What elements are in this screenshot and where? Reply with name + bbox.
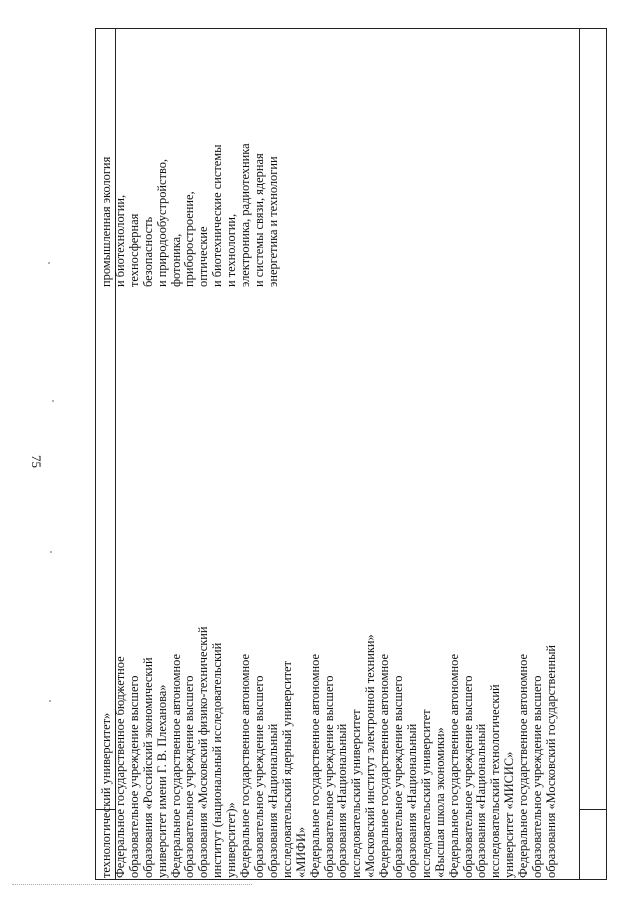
institution-text-line: институт (национальный исследовательский <box>210 642 225 878</box>
table-row-divider <box>579 809 607 810</box>
institution-text-line: Федеральное государственное автономное <box>168 654 183 878</box>
institutions-column <box>100 626 559 878</box>
institution-text-line: образовательное учреждение высшего <box>126 675 141 878</box>
institution-text-line: Федеральное государственное бюджетное <box>112 656 127 878</box>
specialty-text-line: энергетика и технологии <box>265 156 280 287</box>
institution-text-line: Федеральное государственное автономное <box>238 654 253 878</box>
specialty-text-line: и системы связи, ядерная <box>251 153 266 287</box>
institution-text-line: образовательное учреждение высшего <box>251 675 266 878</box>
institution-text-line: Федеральное государственное автономное <box>377 654 392 878</box>
institution-text-line: образования «Национальный <box>474 723 489 878</box>
institution-text-line: образования «Национальный <box>265 723 280 878</box>
institution-text-line: образования «Российский экономический <box>140 657 155 878</box>
specialty-text-line: и биотехнологии, <box>112 194 127 287</box>
institution-text-line: Федеральное государственное автономное <box>446 654 461 878</box>
institution-text-line: образования «Национальный <box>404 723 419 878</box>
institution-text-line: исследовательский университет <box>349 709 364 878</box>
institution-text-line: образовательное учреждение высшего <box>460 675 475 878</box>
scan-artifact <box>48 262 50 264</box>
scan-bottom-rule <box>12 884 252 885</box>
specialty-text-line: и природообустройство, <box>154 158 169 287</box>
institution-text-line: Федеральное государственное автономное <box>307 654 322 878</box>
institution-text-line: образовательное учреждение высшего <box>321 675 336 878</box>
specialty-text-line: и биотехнические системы <box>210 144 225 287</box>
institution-text-line: университет)» <box>224 802 239 878</box>
institution-text-line: университет «МИСИС» <box>502 751 517 878</box>
specialty-text-line: оптические <box>196 226 211 287</box>
specialties-column <box>100 143 281 287</box>
page-number: 75 <box>29 455 44 468</box>
institution-text-line: «Высшая школа экономики» <box>432 727 447 878</box>
institution-text-line: университет имени Г. В. Плеханова» <box>154 684 169 878</box>
institution-text-line: образовательное учреждение высшего <box>530 675 545 878</box>
document-table <box>95 28 607 880</box>
specialty-text-line: и технологии, <box>224 213 239 287</box>
institution-text-line: исследовательский технологический <box>488 684 503 878</box>
institution-text-line: образовательное учреждение высшего <box>391 675 406 878</box>
institution-text-line: образования «Московский физико-технический <box>196 626 211 878</box>
scan-artifact <box>52 400 54 402</box>
institution-text-line: «Московский институт электронной техники» <box>363 634 378 878</box>
institution-text-line: исследовательский ядерный университет <box>279 661 294 878</box>
institution-text-line: образования «Московский государственный <box>544 644 558 878</box>
institution-text-line: Федеральное государственное автономное <box>516 654 531 878</box>
table-column-divider <box>579 29 580 879</box>
specialty-text-line: техносферная <box>126 213 141 287</box>
institution-text-line: исследовательский университет <box>418 709 433 878</box>
institution-text-line: технологический университет» <box>99 712 113 878</box>
specialty-text-line: промышленная экология <box>99 156 113 287</box>
institution-text-line: образования «Национальный <box>335 723 350 878</box>
specialty-text-line: электроника, радиотехника <box>238 143 253 287</box>
specialty-text-line: приборостроение, <box>182 191 197 287</box>
institution-text-line: образовательное учреждение высшего <box>182 675 197 878</box>
institution-text-line: «МИФИ» <box>293 826 308 878</box>
scan-artifact <box>50 551 52 553</box>
scan-artifact <box>49 700 51 702</box>
specialty-text-line: безопасность <box>140 216 155 287</box>
specialty-text-line: фотоника, <box>168 233 183 287</box>
